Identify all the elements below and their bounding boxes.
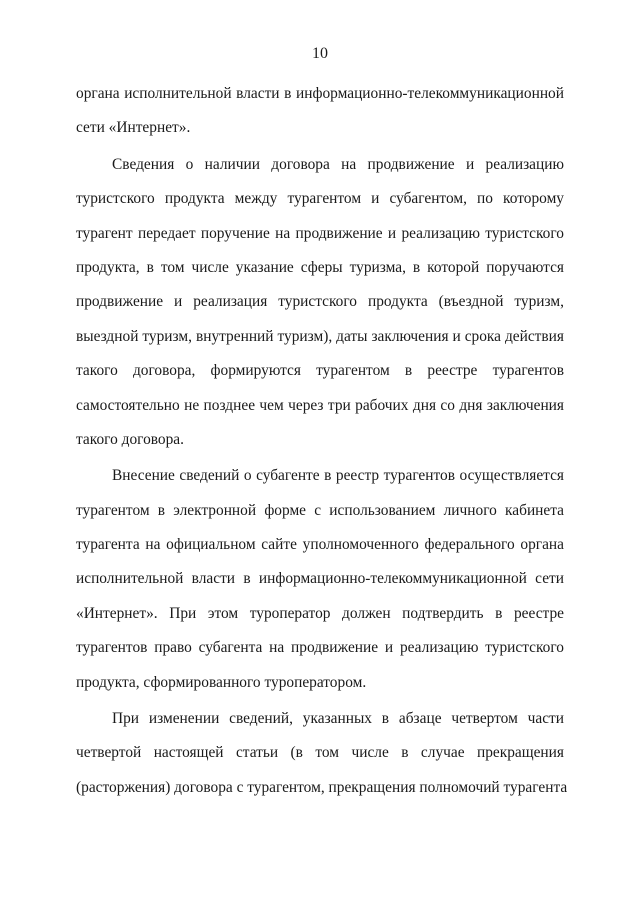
text-line: (расторжения) договора с турагентом, прекращения полномочий турагента — [76, 778, 568, 796]
paragraph-3 — [76, 462, 564, 703]
document-body — [76, 80, 568, 808]
text-line: турагент передает поручение на продвижение и реализацию туристского — [76, 224, 564, 242]
text-line: самостоятельно не позднее чем через три рабочих дня со дня заключения — [76, 396, 564, 414]
page-number: 10 — [312, 45, 328, 62]
text-line: выездной туризм, внутренний туризм), даты заключения и срока действия — [76, 327, 564, 345]
text-line: туристского продукта между турагентом и субагентом, по которому — [76, 190, 564, 208]
text-line: «Интернет». При этом туроператор должен подтвердить в реестре — [76, 604, 564, 622]
text-line: турагентов право субагента на продвижение и реализацию туристского — [76, 639, 564, 657]
text-line: сети «Интернет». — [76, 119, 191, 137]
text-line: Внесение сведений о субагенте в реестр турагентов осуществляется — [112, 467, 564, 485]
paragraph-1 — [76, 80, 564, 149]
paragraph-2 — [76, 151, 564, 461]
text-line: турагентом в электронной форме с использованием личного кабинета — [76, 501, 564, 519]
text-line: продвижение и реализация туристского продукта (въездной туризм, — [76, 293, 564, 311]
text-line: органа исполнительной власти в информационно-телекоммуникационной — [76, 85, 564, 102]
text-line: Сведения о наличии договора на продвижение и реализацию — [112, 155, 564, 173]
text-line: такого договора. — [76, 430, 184, 448]
text-line: исполнительной власти в информационно-телекоммуникационной сети — [76, 570, 564, 588]
text-line: четвертой настоящей статьи (в том числе в случае прекращения — [76, 744, 564, 762]
text-line: турагента на официальном сайте уполномоченного федерального органа — [76, 536, 564, 554]
text-line: продукта, сформированного туроператором. — [76, 673, 367, 691]
paragraph-4 — [76, 705, 568, 808]
text-line: продукта, в том числе указание сферы туризма, в которой поручаются — [76, 258, 564, 276]
text-line: При изменении сведений, указанных в абзаце четвертом части — [112, 710, 564, 728]
text-line: такого договора, формируются турагентом в реестре турагентов — [76, 362, 564, 380]
